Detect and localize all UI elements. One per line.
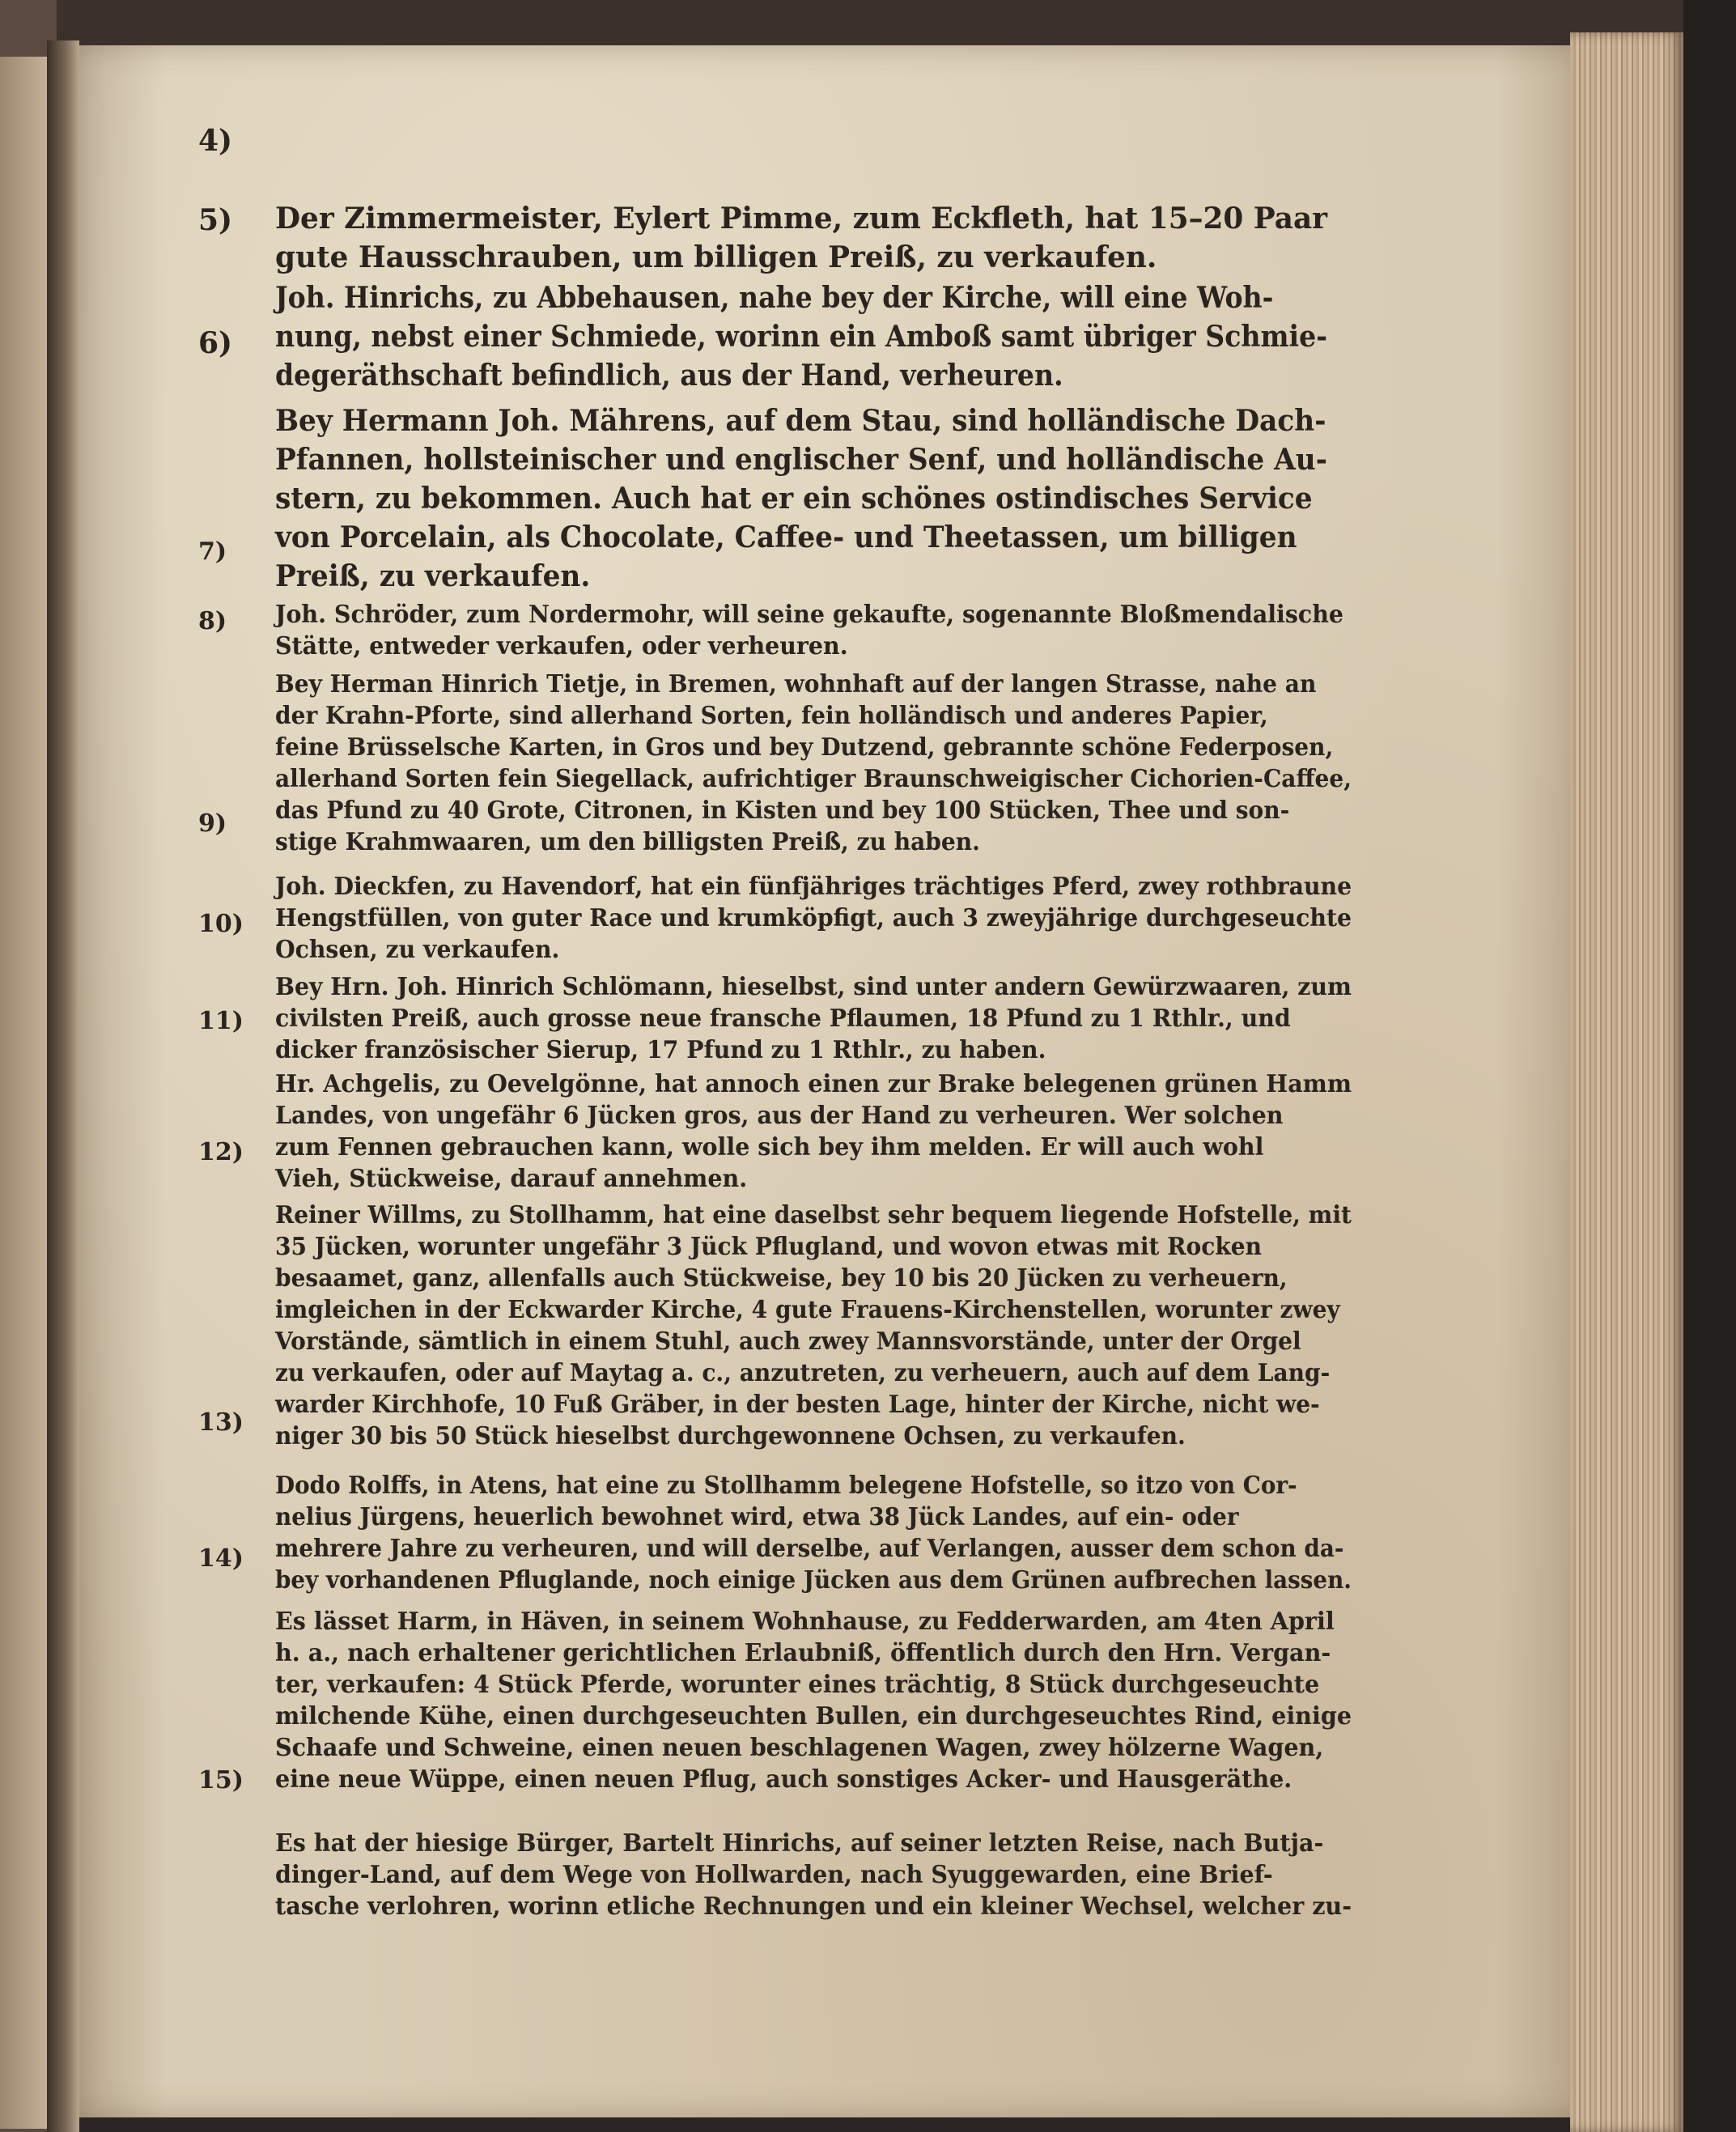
entry-text: Der Zimmermeister, Eylert Pimme, zum Eckfleth, hat 15–20 Paar gute Hausschrauben, um billigen Preiß, zu verkaufen. [275,202,1328,274]
entry-text: Es lässet Harm, in Häven, in seinem Wohnhause, zu Fedderwarden, am 4ten April h. a., nach erhaltener gerichtlichen Erlaubniß, öffentlich durch den Hrn. Vergan- ter, verkaufen: 4 Stück Pferde, worunter eines trächtig, 8 Stück durchgeseuchte milchende Kühe, einen durchgeseuchten Bullen, ein durchgeseuchtes Rind, einige Schaafe und Schweine, einen neuen beschlagenen Wagen, zwey hölzerne Wagen, eine neue Wüppe, einen neuen Pflug, auch sonstiges Acker- und Hausgeräthe. [275,1607,1352,1794]
entry-number: 5) [198,203,233,237]
entry-number: 12) [198,1138,244,1166]
entry-text: Reiner Willms, zu Stollhamm, hat eine daselbst sehr bequem liegende Hofstelle, mit 35 Jücken, worunter ungefähr 3 Jück Pflugland, und wovon etwas mit Rocken besaamet, ganz, allenfalls auch Stückweise, bey 10 bis 20 Jücken zu verheuern, imgleichen in der Eckwarder Kirche, 4 gute Frauens-Kirchenstellen, worunter zwey Vorstände, sämtlich in einem Stuhl, auch zwey Mannsvorstände, unter der Orgel zu verkaufen, oder auf Maytag a. c., anzutreten, zu verheuern, auch auf dem Lang- warder Kirchhofe, 10 Fuß Gräber, in der besten Lage, hinter der Kirche, nicht we- niger 30 bis 50 Stück hieselbst durchgewonnene Ochsen, zu verkaufen. [275,1201,1352,1450]
page-stack-edges [1570,32,1683,2132]
entry-text: Joh. Dieckfen, zu Havendorf, hat ein fünfjähriges trächtiges Pferd, zwey rothbraune Hengstfüllen, von guter Race und krumköpfigt, auch 3 zweyjährige durchgeseuchte Ochsen, zu verkaufen. [275,873,1352,964]
background-right [1683,0,1736,2132]
entry-number: 4) [198,124,233,158]
entry-number: 8) [198,607,227,635]
entry-number: 13) [198,1408,244,1437]
entry-number: 11) [198,1007,244,1035]
book-gutter [47,40,79,2132]
entry-number: 7) [198,537,227,566]
entry-number: 9) [198,809,227,838]
entry-text: Bey Hermann Joh. Mährens, auf dem Stau, sind holländische Dach- Pfannen, hollsteinischer und englischer Senf, und holländische Au- stern, zu bekommen. Auch hat er ein schönes ostindisches Service von Porcelain, als Chocolate, Caffee- und Theetassen, um billigen Preiß, zu verkaufen. [275,404,1327,593]
advertisement-entry [198,1765,1352,1922]
entry-text: Joh. Hinrichs, zu Abbehausen, nahe bey der Kirche, will eine Woh- nung, nebst einer Schmiede, worinn ein Amboß samt übriger Schmie- degeräthschaft befindlich, aus der Hand, verheuren. [275,281,1327,393]
entry-number: 14) [198,1544,244,1573]
entry-text: Joh. Schröder, zum Nordermohr, will seine gekaufte, sogenannte Bloßmendalische Stätte, entweder verkaufen, oder verheuren. [275,601,1343,660]
entry-text: Es hat der hiesige Bürger, Bartelt Hinrichs, auf seiner letzten Reise, nach Butja- dinger-Land, auf dem Wege von Hollwarden, nach Syuggewarden, eine Brief- tasche verlohren, worinn etliche Rechnungen und ein kleiner Wechsel, welcher zu- [275,1829,1352,1921]
entry-text: Bey Hrn. Joh. Hinrich Schlömann, hieselbst, sind unter andern Gewürzwaaren, zum civilsten Preiß, auch grosse neue fransche Pflaumen, 18 Pfund zu 1 Rthlr., und dicker französischer Sierup, 17 Pfund zu 1 Rthlr., zu haben. [275,973,1352,1064]
book-cover-top [0,0,1736,52]
entry-text: Dodo Rolffs, in Atens, hat eine zu Stollhamm belegene Hofstelle, so itzo von Cor- nelius Jürgens, heuerlich bewohnet wird, etwa 38 Jück Landes, auf ein- oder mehrere Jahre zu verheuren, und will derselbe, auf Verlangen, ausser dem schon da- bey vorhandenen Pfluglande, noch einige Jücken aus dem Grünen aufbrechen lassen. [275,1472,1352,1595]
entry-text: Bey Herman Hinrich Tietje, in Bremen, wohnhaft auf der langen Strasse, nahe an der Krahn-Pforte, sind allerhand Sorten, fein holländisch und anderes Papier, feine Brüsselsche Karten, in Gros und bey Dutzend, gebrannte schöne Federposen, allerhand Sorten fein Siegellack, aufrichtiger Braunschweigischer Cichorien-Caffee, das Pfund zu 40 Grote, Citronen, in Kisten und bey 100 Stücken, Thee und son- stige Krahmwaaren, um den billigsten Preiß, zu haben. [275,670,1352,856]
facing-page-edge [0,57,53,2129]
entry-number: 15) [198,1766,244,1794]
entry-number: 10) [198,910,244,938]
entry-number: 6) [198,326,233,360]
entry-text: Hr. Achgelis, zu Oevelgönne, hat annoch einen zur Brake belegenen grünen Hamm Landes, von ungefähr 6 Jücken gros, aus der Hand zu verheuren. Wer solchen zum Fennen gebrauchen kann, wolle sich bey ihm melden. Er will auch wohl Vieh, Stückweise, darauf annehmen. [275,1070,1352,1193]
